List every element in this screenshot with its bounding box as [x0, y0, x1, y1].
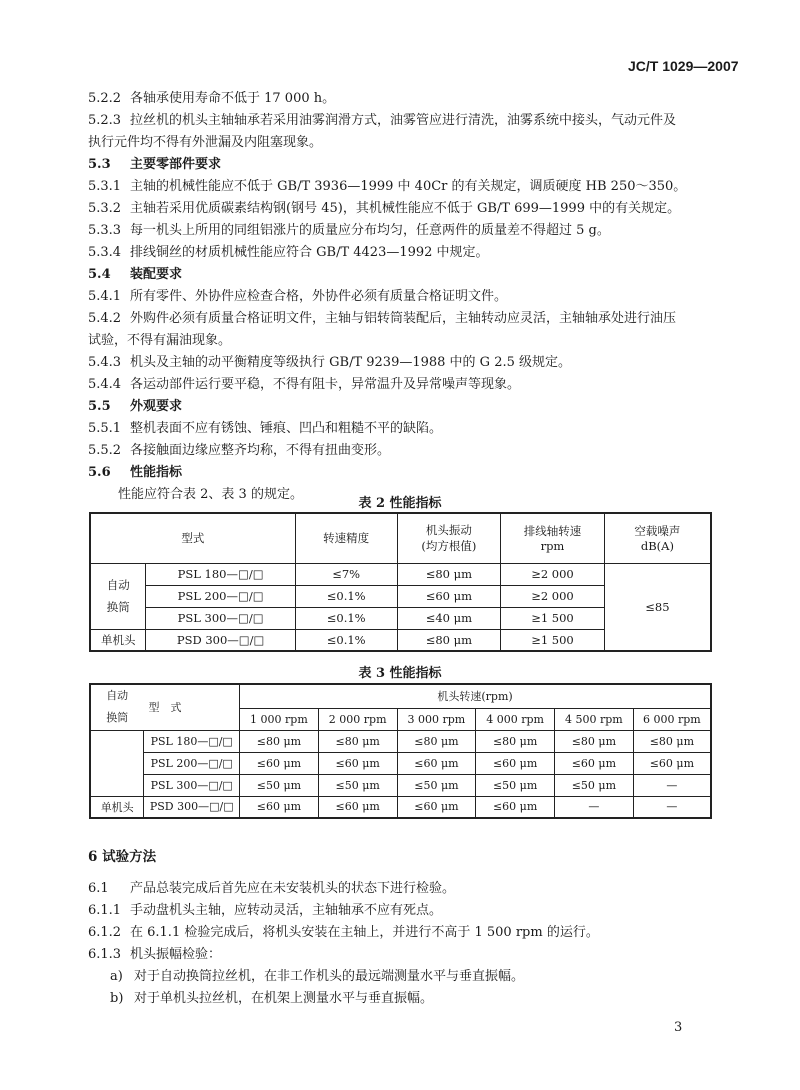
table-cell: ≤0.1%: [295, 629, 397, 651]
table-cell: ≤80 μm: [397, 563, 501, 585]
table-cell: ≤60 μm: [240, 796, 319, 818]
table3-header-type: 型 式: [90, 684, 240, 730]
table-row: [90, 774, 711, 796]
table-cell: ≤60 μm: [397, 752, 476, 774]
table-cell: PSL 300—□/□: [144, 774, 240, 796]
standard-number: JC/T 1029—2007: [628, 58, 739, 74]
page-number: 3: [674, 1020, 683, 1035]
table2-header-type: 型式: [90, 513, 295, 563]
table3-col-header: 1 000 rpm: [240, 708, 319, 730]
table3-group-single: 单机头: [90, 796, 144, 818]
table-cell: ≤50 μm: [554, 774, 633, 796]
table2-group-auto: 自动换筒: [90, 563, 146, 629]
clause-5-6-text: 性能应符合表 2、表 3 的规定。: [118, 487, 303, 502]
table3-col-header: 2 000 rpm: [318, 708, 397, 730]
table-cell: —: [633, 774, 711, 796]
table-cell: —: [633, 796, 711, 818]
table-row: [90, 563, 711, 585]
table-cell: ≤50 μm: [240, 774, 319, 796]
table-cell: ≤60 μm: [633, 752, 711, 774]
table-cell: ≥2 000: [501, 563, 605, 585]
clause-5-2-3-cont: 执行元件均不得有外泄漏及内阻塞现象。: [88, 135, 323, 150]
table3-caption: 表 3 性能指标: [358, 666, 442, 681]
table-cell: ≤60 μm: [476, 796, 555, 818]
table2-header-vibration: 机头振动 (均方根值): [397, 513, 501, 563]
heading-5-6: 5.6 性能指标: [88, 465, 183, 480]
table2: [89, 512, 712, 652]
table3-col-header: 4 500 rpm: [554, 708, 633, 730]
clause-5-4-2-cont: 试验，不得有漏油现象。: [88, 333, 232, 348]
table-cell: ≤60 μm: [318, 752, 397, 774]
table-cell: ≤50 μm: [476, 774, 555, 796]
table2-caption: 表 2 性能指标: [358, 496, 442, 511]
clause-5-3-3: 5.3.3 每一机头上所用的同组铝涨片的质量应分布均匀，任意两件的质量差不得超过 5 g。: [88, 223, 610, 238]
table3-col-header: 4 000 rpm: [476, 708, 555, 730]
heading-5-3: 5.3 主要零部件要求: [88, 157, 222, 172]
table3-col-header: 6 000 rpm: [633, 708, 711, 730]
table-cell: ≤80 μm: [318, 730, 397, 752]
table-cell: ≥2 000: [501, 585, 605, 607]
clause-6-1-2: 6.1.2 在 6.1.1 检验完成后，将机头安装在主轴上，并进行不高于 1 500 rpm 的运行。: [88, 925, 599, 940]
table-cell: ≤80 μm: [397, 730, 476, 752]
clause-6-1-3: 6.1.3 机头振幅检验：: [88, 947, 222, 962]
clause-5-4-3: 5.4.3 机头及主轴的动平衡精度等级执行 GB/T 9239—1988 中的 G 2.5 级规定。: [88, 355, 572, 370]
table2-header-noise: 空载噪声 dB(A): [604, 513, 711, 563]
clause-5-2-2: 5.2.2 各轴承使用寿命不低于 17 000 h。: [88, 91, 336, 106]
table-row: [90, 796, 711, 818]
clause-5-5-1: 5.5.1 整机表面不应有锈蚀、锤痕、凹凸和粗糙不平的缺陷。: [88, 421, 443, 436]
table3-col-header: 3 000 rpm: [397, 708, 476, 730]
clause-5-3-1: 5.3.1 主轴的机械性能应不低于 GB/T 3936—1999 中 40Cr 的有关规定，调质硬度 HB 250～350。: [88, 179, 687, 194]
table2-noise-value: ≤85: [604, 563, 711, 651]
table-cell: PSL 180—□/□: [146, 563, 295, 585]
table-cell: ≤80 μm: [397, 629, 501, 651]
clause-5-4-4: 5.4.4 各运动部件运行要平稳，不得有阻卡，异常温升及异常噪声等现象。: [88, 377, 521, 392]
clause-6-1-3-a: a) 对于自动换筒拉丝机，在非工作机头的最远端测量水平与垂直振幅。: [110, 969, 525, 984]
clause-6-1: 6.1 产品总装完成后首先应在未安装机头的状态下进行检验。: [88, 881, 456, 896]
table3-header-rpm: 机头转速(rpm): [240, 684, 711, 708]
table2-header-traverse: 排线轴转速 rpm: [501, 513, 605, 563]
table-cell: ≤80 μm: [554, 730, 633, 752]
table-cell: PSL 200—□/□: [146, 585, 295, 607]
table-cell: PSL 300—□/□: [146, 607, 295, 629]
table-cell: ≤60 μm: [318, 796, 397, 818]
table-cell: ≤7%: [295, 563, 397, 585]
clause-6-1-1: 6.1.1 手动盘机头主轴，应转动灵活，主轴轴承不应有死点。: [88, 903, 443, 918]
clause-5-3-4: 5.3.4 排线铜丝的材质机械性能应符合 GB/T 4423—1992 中规定。: [88, 245, 489, 260]
table-cell: ≤0.1%: [295, 607, 397, 629]
table-cell: ≤60 μm: [476, 752, 555, 774]
table-row: [90, 752, 711, 774]
table-cell: ≤40 μm: [397, 607, 501, 629]
table-cell: ≤80 μm: [633, 730, 711, 752]
section-6-title: 6 试验方法: [88, 849, 157, 865]
table-cell: PSL 180—□/□: [144, 730, 240, 752]
table-cell: ≤60 μm: [397, 796, 476, 818]
table-cell: ≥1 500: [501, 629, 605, 651]
clause-5-3-2: 5.3.2 主轴若采用优质碳素结构钢(钢号 45)，其机械性能应不低于 GB/T 699—1999 中的有关规定。: [88, 201, 681, 216]
table-cell: PSL 200—□/□: [144, 752, 240, 774]
table3-group-auto: 自动换筒: [90, 730, 144, 796]
table-cell: PSD 300—□/□: [146, 629, 295, 651]
table-cell: ≤60 μm: [554, 752, 633, 774]
table-cell: ≤80 μm: [476, 730, 555, 752]
table-cell: ≤50 μm: [318, 774, 397, 796]
heading-5-5: 5.5 外观要求: [88, 399, 183, 414]
table-cell: —: [554, 796, 633, 818]
table2-group-single: 单机头: [90, 629, 146, 651]
table-cell: ≤60 μm: [240, 752, 319, 774]
clause-5-4-2: 5.4.2 外购件必须有质量合格证明文件，主轴与铝转筒装配后，主轴转动应灵活，主轴轴承处进行油压: [88, 311, 677, 326]
table-row: [90, 730, 711, 752]
table-cell: ≤60 μm: [397, 585, 501, 607]
table-cell: PSD 300—□/□: [144, 796, 240, 818]
table-cell: ≤50 μm: [397, 774, 476, 796]
table-cell: ≤80 μm: [240, 730, 319, 752]
table2-header-speed: 转速精度: [295, 513, 397, 563]
clause-5-2-3: 5.2.3 拉丝机的机头主轴轴承若采用油雾润滑方式，油雾管应进行清洗，油雾系统中接头，气动元件及: [88, 113, 677, 128]
clause-5-4-1: 5.4.1 所有零件、外协件应检查合格，外协件必须有质量合格证明文件。: [88, 289, 508, 304]
table3: [89, 683, 712, 819]
clause-5-5-2: 5.5.2 各接触面边缘应整齐均称，不得有扭曲变形。: [88, 443, 391, 458]
heading-5-4: 5.4 装配要求: [88, 267, 183, 282]
table-cell: ≥1 500: [501, 607, 605, 629]
clause-6-1-3-b: b) 对于单机头拉丝机，在机架上测量水平与垂直振幅。: [110, 991, 434, 1006]
table-cell: ≤0.1%: [295, 585, 397, 607]
